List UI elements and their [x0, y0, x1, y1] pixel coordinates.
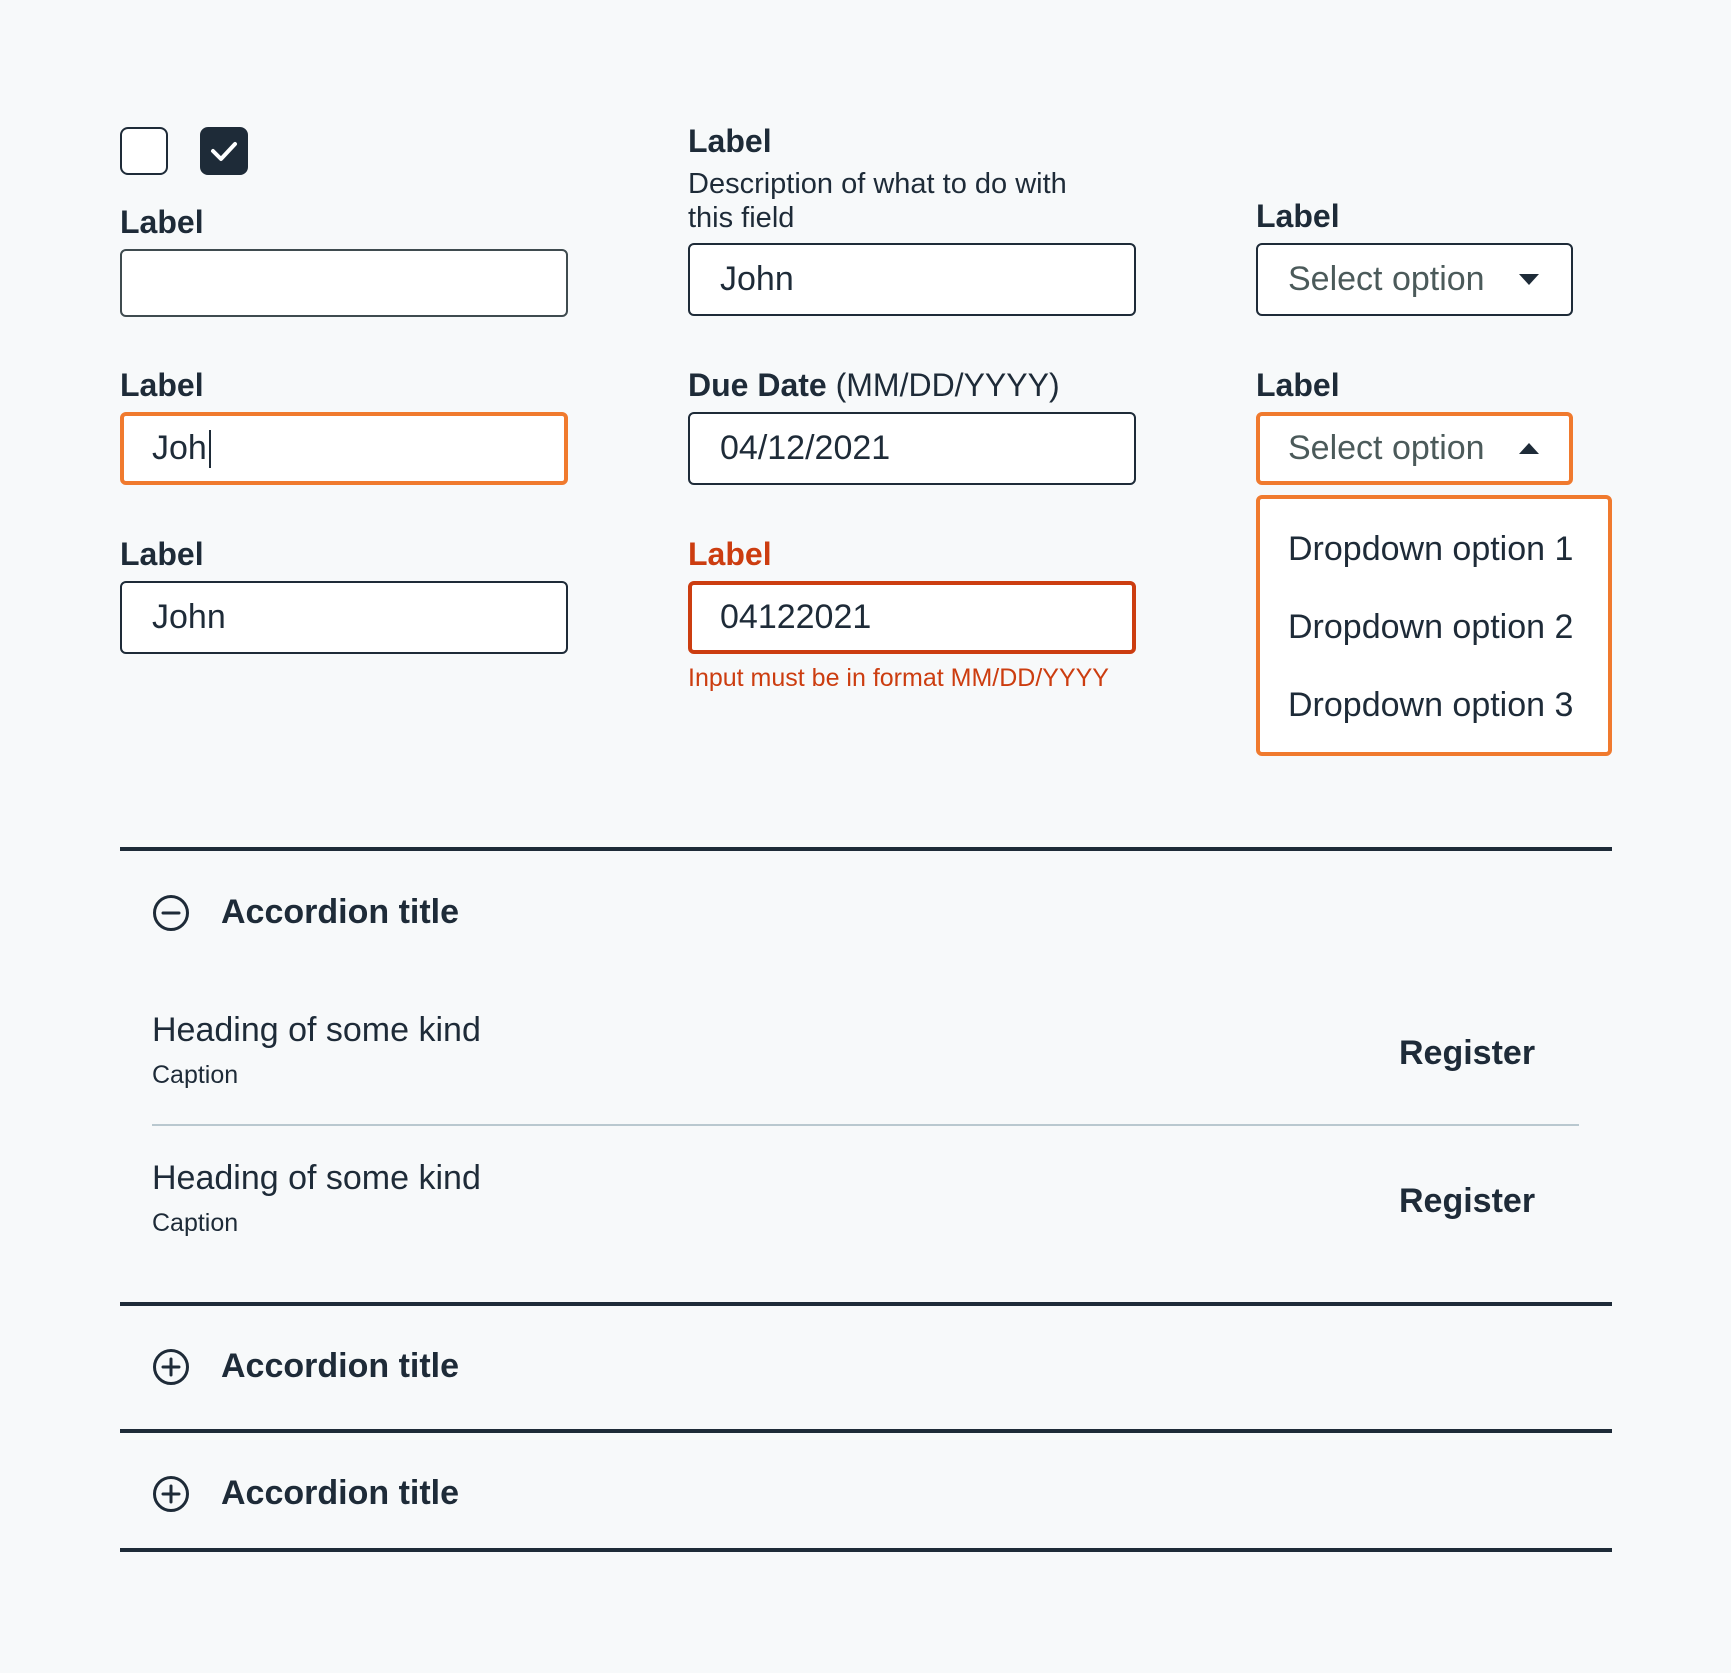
accordion-row-1: [152, 1010, 481, 1090]
error-field-label: Label: [688, 536, 772, 572]
filled-text-input-value: John: [152, 598, 226, 636]
due-date-format-hint: (MM/DD/YYYY): [835, 367, 1060, 403]
select-dropdown-closed[interactable]: [1256, 243, 1573, 316]
described-text-input-value: John: [720, 260, 794, 298]
checkbox-unchecked[interactable]: [120, 127, 168, 175]
register-link-2[interactable]: Register: [1399, 1182, 1536, 1220]
empty-text-input[interactable]: [120, 249, 568, 317]
filled-field-label: Label: [120, 536, 204, 572]
error-date-input[interactable]: [688, 581, 1136, 654]
due-date-label: [688, 366, 1060, 404]
dropdown-menu: [1256, 495, 1612, 756]
minus-circle-icon: [152, 894, 190, 932]
dropdown-option-1[interactable]: Dropdown option 1: [1288, 530, 1574, 568]
accordion-title-2: Accordion title: [221, 1347, 460, 1385]
accordion-title-3: Accordion title: [221, 1474, 460, 1512]
accordion-divider: [120, 847, 1612, 851]
row-1-caption: Caption: [152, 1061, 239, 1089]
error-message: Input must be in format MM/DD/YYYY: [688, 664, 1109, 692]
check-icon: [202, 129, 246, 173]
checkbox-checked[interactable]: [200, 127, 248, 175]
select-closed-value: Select option: [1288, 260, 1485, 298]
row-2-heading: Heading of some kind: [152, 1159, 481, 1197]
accordion-title-1: Accordion title: [221, 893, 460, 931]
caret-up-icon: [1519, 443, 1539, 454]
filled-text-input[interactable]: [120, 581, 568, 654]
row-divider: [152, 1124, 1579, 1126]
select-open-value: Select option: [1288, 429, 1485, 467]
error-date-input-value: 04122021: [720, 598, 872, 636]
row-2-caption: Caption: [152, 1209, 239, 1237]
accordion-header-1[interactable]: [120, 852, 1612, 972]
focused-text-input-value: Joh: [152, 429, 207, 467]
select-dropdown-open[interactable]: [1256, 412, 1573, 485]
due-date-label-text: Due Date: [688, 367, 827, 403]
described-text-input[interactable]: [688, 243, 1136, 316]
text-cursor: [209, 430, 211, 468]
accordion-divider: [120, 1548, 1612, 1552]
caret-down-icon: [1519, 274, 1539, 285]
focused-field-label: Label: [120, 367, 204, 403]
empty-field-label: Label: [120, 204, 204, 240]
accordion-header-2[interactable]: [120, 1306, 1612, 1428]
accordion-row-2: [152, 1158, 481, 1238]
field-description: Description of what to do with this field: [688, 168, 1067, 234]
focused-text-input[interactable]: [120, 412, 568, 485]
plus-circle-icon: [152, 1475, 190, 1513]
plus-circle-icon: [152, 1348, 190, 1386]
select-closed-label: Label: [1256, 198, 1340, 234]
dropdown-option-3[interactable]: Dropdown option 3: [1288, 686, 1574, 724]
due-date-input[interactable]: [688, 412, 1136, 485]
described-field-label: Label: [688, 123, 772, 159]
register-link-1[interactable]: Register: [1399, 1034, 1536, 1072]
select-open-label: Label: [1256, 367, 1340, 403]
accordion-header-3[interactable]: [120, 1433, 1612, 1547]
dropdown-option-2[interactable]: Dropdown option 2: [1288, 608, 1574, 646]
row-1-heading: Heading of some kind: [152, 1011, 481, 1049]
due-date-input-value: 04/12/2021: [720, 429, 891, 467]
